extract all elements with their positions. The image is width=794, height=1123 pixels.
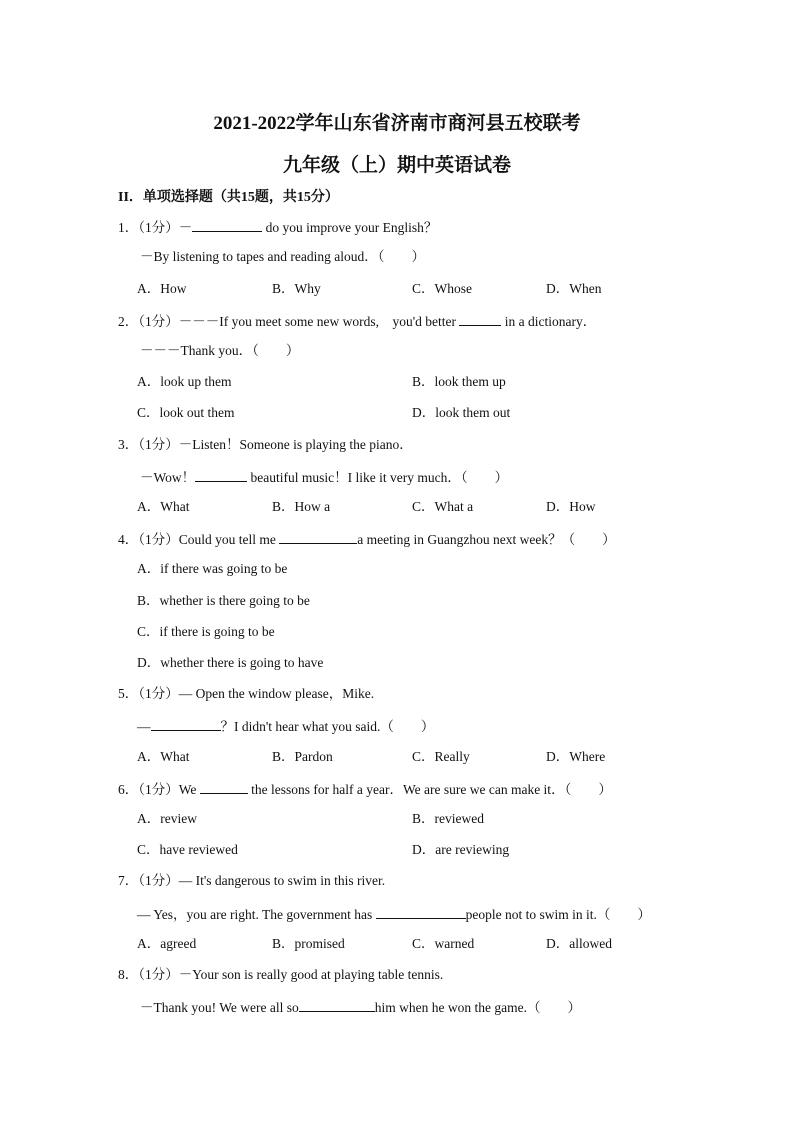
- option-d: D．Where: [546, 749, 606, 764]
- question-text: him when he won the game.（ ）: [374, 1000, 581, 1015]
- exam-title-line1: 2021-2022学年山东省济南市商河县五校联考: [213, 113, 581, 134]
- option-a: A．review: [137, 811, 197, 826]
- question-text: 1．（1分）－: [118, 220, 193, 235]
- option-d: D．are reviewing: [412, 842, 510, 857]
- question-2-response: －－－Thank you．（ ）: [140, 343, 300, 358]
- question-text: in a dictionary．: [501, 314, 597, 329]
- option-b: B．whether is there going to be: [137, 593, 310, 608]
- option-d: D．look them out: [412, 405, 511, 420]
- question-text: －Thank you! We were all so: [140, 1000, 299, 1015]
- option-c: C．Whose: [412, 281, 472, 296]
- question-7: 7．（1分）— It's dangerous to swim in this river.: [118, 873, 386, 888]
- answer-blank: [151, 716, 221, 731]
- question-text: 6．（1分）We: [118, 782, 200, 797]
- option-d: D．whether there is going to have: [137, 655, 324, 670]
- option-c: C．look out them: [137, 405, 235, 420]
- answer-blank: [279, 529, 357, 544]
- option-b: B．look them up: [412, 374, 506, 389]
- question-1: [118, 217, 437, 237]
- question-text: －Wow！: [140, 470, 196, 485]
- question-text: ？I didn't hear what you said.（ ）: [220, 719, 435, 734]
- option-b: B．reviewed: [412, 811, 484, 826]
- question-1-response: －By listening to tapes and reading aloud．（ ）: [140, 249, 425, 264]
- option-b: B．Why: [272, 281, 321, 296]
- option-d: D．When: [546, 281, 602, 296]
- question-text: a meeting in Guangzhou next week？（ ）: [357, 532, 616, 547]
- question-5: 5．（1分）— Open the window please，Mike.: [118, 686, 375, 701]
- option-c: C．warned: [412, 936, 475, 951]
- option-c: C．What a: [412, 499, 474, 514]
- exam-title-line2: 九年级（上）期中英语试卷: [282, 155, 511, 176]
- question-text: the lessons for half a year．We are sure we can make it．（ ）: [247, 782, 612, 797]
- question-3: 3．（1分）－Listen！Someone is playing the piano．: [118, 437, 413, 452]
- option-a: A．if there was going to be: [137, 561, 288, 576]
- question-6: [118, 779, 612, 799]
- answer-blank: [376, 904, 466, 919]
- answer-blank: [192, 217, 262, 232]
- question-text: — Yes，you are right. The government has: [137, 907, 376, 922]
- section-heading: II．单项选择题（共15题，共15分）: [118, 190, 339, 205]
- question-8: 8．（1分）－Your son is really good at playing table tennis.: [118, 967, 444, 982]
- answer-blank: [299, 997, 375, 1012]
- option-c: C．if there is going to be: [137, 624, 275, 639]
- option-b: B．Pardon: [272, 749, 333, 764]
- question-8-response: [140, 997, 581, 1017]
- question-text: beautiful music！I like it very much．（ ）: [247, 470, 509, 485]
- option-a: A．What: [137, 749, 190, 764]
- option-a: A．look up them: [137, 374, 232, 389]
- option-d: D．How: [546, 499, 596, 514]
- question-text: 4．（1分）Could you tell me: [118, 532, 280, 547]
- question-4: [118, 529, 616, 549]
- answer-blank: [200, 779, 248, 794]
- option-a: A．agreed: [137, 936, 197, 951]
- question-7-response: [137, 904, 651, 924]
- answer-blank: [459, 311, 501, 326]
- question-5-response: [137, 716, 434, 736]
- option-b: B．How a: [272, 499, 331, 514]
- option-c: C．Really: [412, 749, 470, 764]
- answer-blank: [195, 467, 247, 482]
- question-2: [118, 311, 596, 331]
- option-c: C．have reviewed: [137, 842, 238, 857]
- question-text: 2．（1分）－－－If you meet some new words, you'd better: [118, 314, 460, 329]
- option-b: B．promised: [272, 936, 345, 951]
- option-a: A．How: [137, 281, 187, 296]
- question-3-response: [140, 467, 508, 487]
- option-d: D．allowed: [546, 936, 612, 951]
- question-text: —: [137, 719, 151, 734]
- question-text: do you improve your English？: [262, 220, 438, 235]
- option-a: A．What: [137, 499, 190, 514]
- question-text: people not to swim in it.（ ）: [465, 907, 651, 922]
